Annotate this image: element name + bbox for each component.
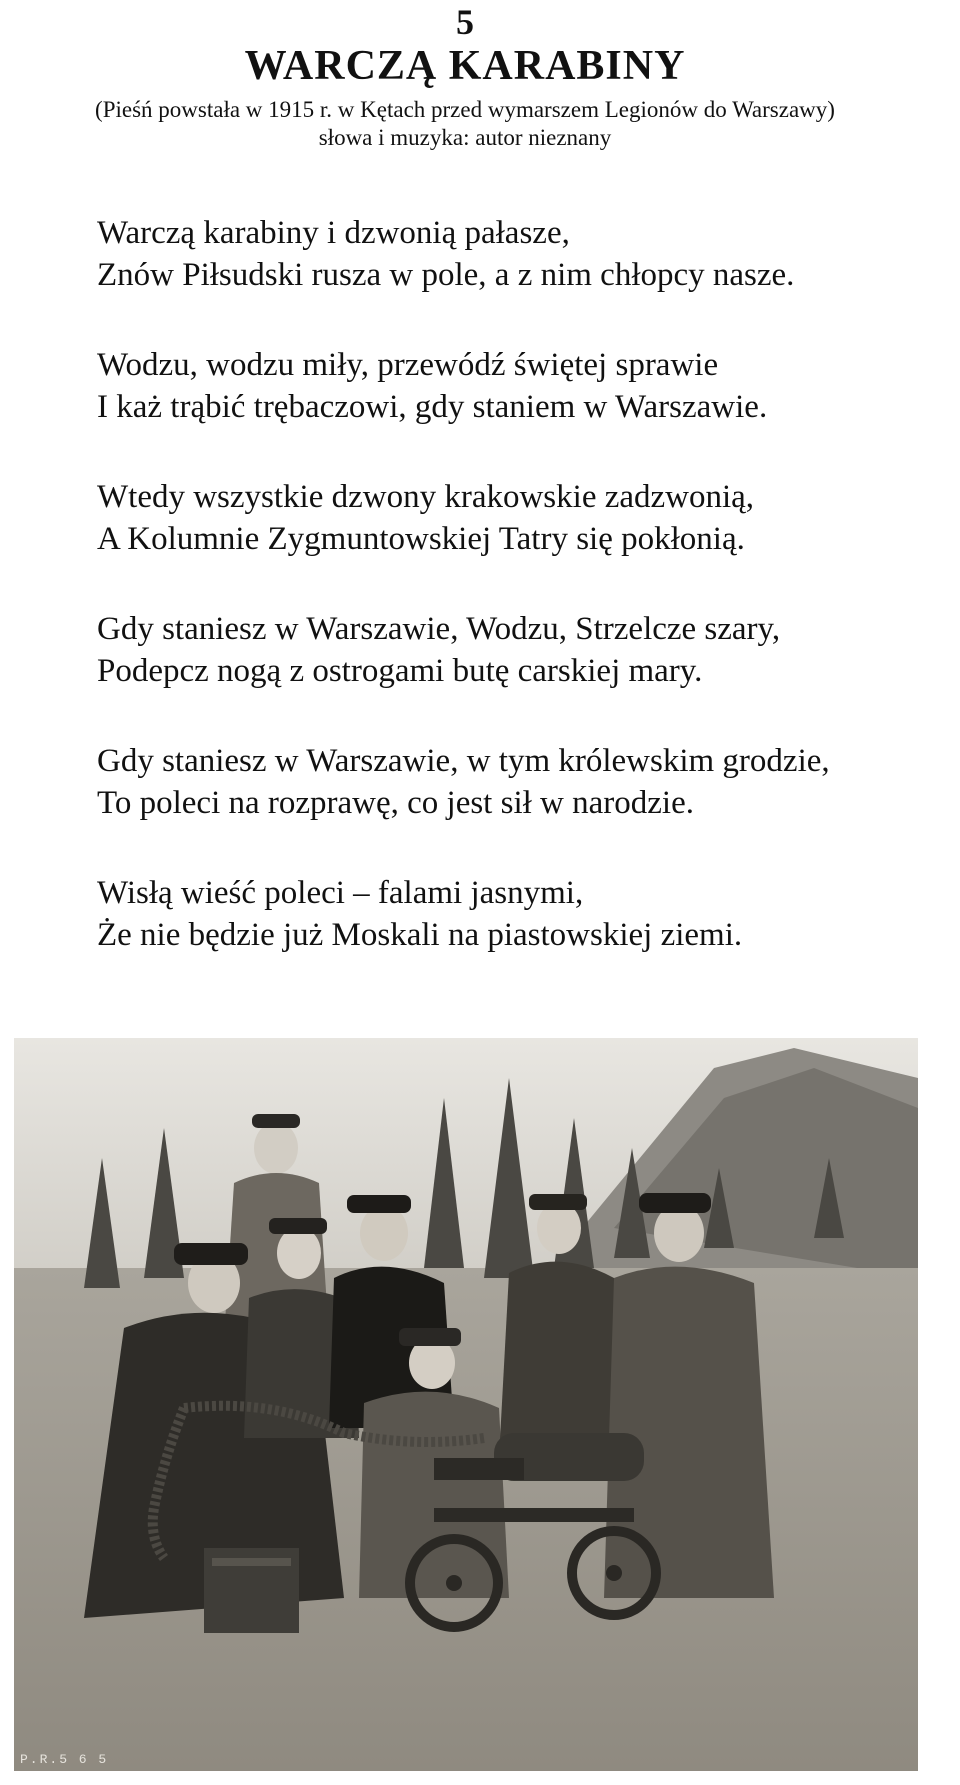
- stanza-1: [97, 212, 957, 296]
- lyric-line: Warczą karabiny i dzwonią pałasze,: [97, 215, 570, 251]
- lyric-line: I każ trąbić trębaczowi, gdy staniem w Warszawie.: [97, 389, 768, 425]
- stanza-4: [97, 608, 957, 692]
- song-credits: słowa i muzyka: autor nieznany: [318, 125, 612, 150]
- lyric-line: Gdy staniesz w Warszawie, w tym królewskim grodzie,: [97, 743, 830, 779]
- stanza-6: [97, 872, 957, 956]
- lyric-line: Podepcz nogą z ostrogami butę carskiej mary.: [97, 653, 703, 689]
- lyric-line: Że nie będzie już Moskali na piastowskiej ziemi.: [97, 917, 743, 953]
- historical-photo: [14, 1038, 918, 1771]
- lyric-line: Gdy staniesz w Warszawie, Wodzu, Strzelcze szary,: [97, 611, 781, 647]
- song-title: WARCZĄ KARABINY: [244, 43, 686, 89]
- lyric-line: Wisłą wieść poleci – falami jasnymi,: [97, 875, 584, 911]
- lyric-line: Znów Piłsudski rusza w pole, a z nim chłopcy nasze.: [97, 257, 795, 293]
- lyric-line: Wtedy wszystkie dzwony krakowskie zadzwonią,: [97, 479, 755, 515]
- song-number: 5: [456, 2, 474, 42]
- lyric-line: To poleci na rozprawę, co jest sił w narodzie.: [97, 785, 694, 821]
- archive-mark: P.R.5 6 5: [20, 1752, 109, 1767]
- photo-illustration: [14, 1038, 918, 1771]
- song-origin-note: (Pieśń powstała w 1915 r. w Kętach przed wymarszem Legionów do Warszawy): [95, 97, 835, 122]
- lyric-line: Wodzu, wodzu miły, przewódź świętej sprawie: [97, 347, 719, 383]
- stanza-3: [97, 476, 957, 560]
- lyric-line: A Kolumnie Zygmuntowskiej Tatry się pokłonią.: [97, 521, 745, 557]
- song-header: [0, 0, 930, 152]
- stanza-5: [97, 740, 957, 824]
- stanza-2: [97, 344, 957, 428]
- lyrics: [97, 212, 957, 1004]
